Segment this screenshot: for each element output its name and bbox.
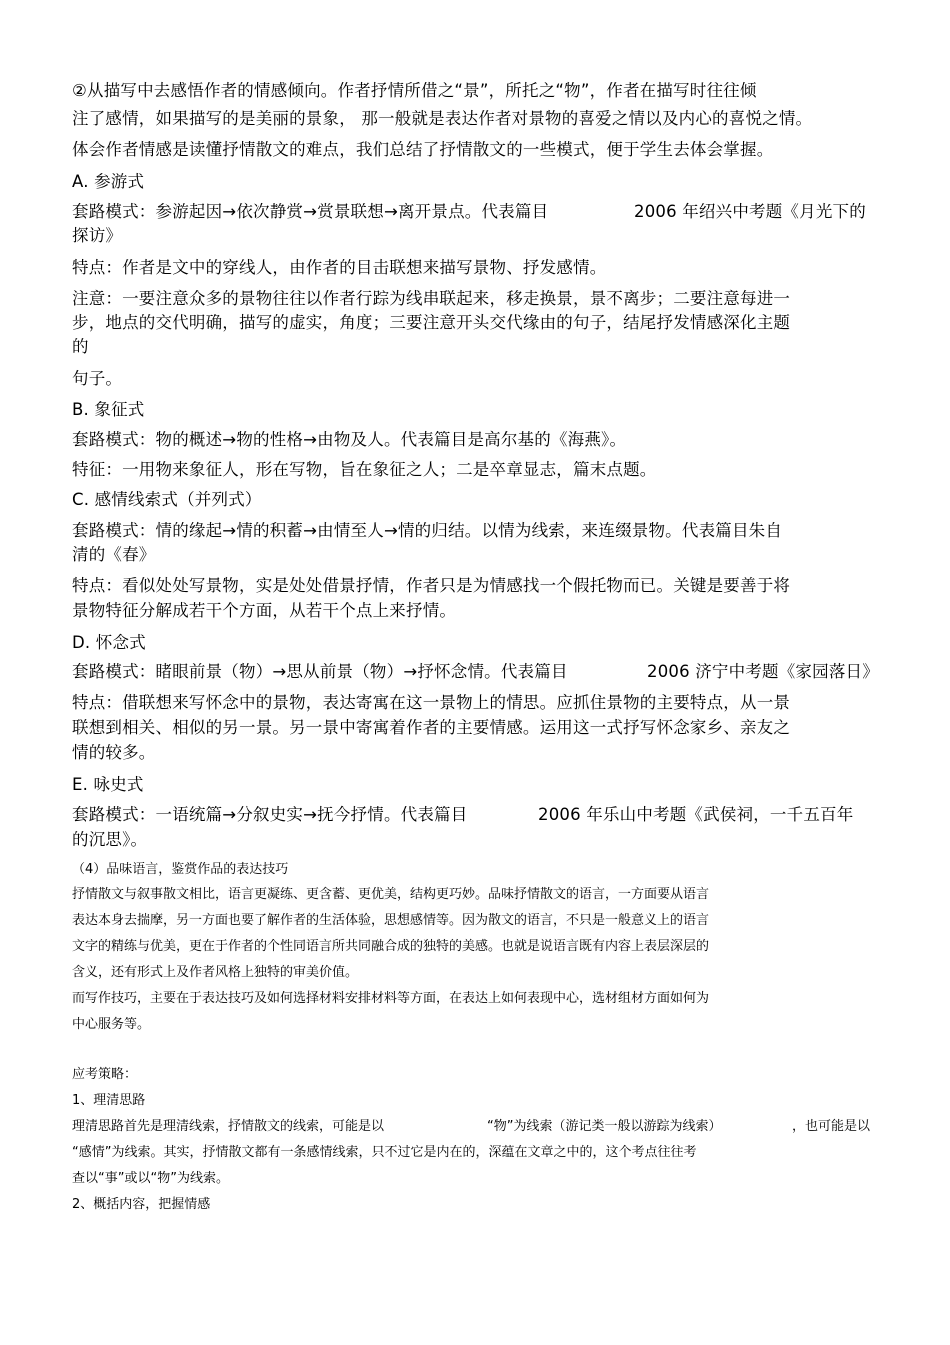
paragraph-line-right: ，也可能是以	[792, 1119, 871, 1134]
pattern-line: 套路模式：睹眼前景（物）→思从前景（物）→抒怀念情。代表篇目	[72, 662, 568, 681]
pattern-line: 探访》	[72, 226, 123, 245]
paragraph-line: ②从描写中去感悟作者的情感倾向。作者抒情所借之“景”，所托之“物”，作者在描写时往往倾	[72, 81, 757, 100]
feature-line: 联想到相关、相似的另一景。另一景中寄寓着作者的主要情感。运用这一式抒写怀念家乡、亲友之	[72, 718, 791, 737]
note-line: 步，地点的交代明确，描写的虚实，角度；三要注意开头交代缘由的句子，结尾抒发情感深化主题	[72, 313, 791, 332]
paragraph-line: 含义，还有形式上及作者风格上独特的审美价值。	[72, 965, 359, 980]
pattern-line-right: 2006 年绍兴中考题《月光下的	[634, 202, 866, 221]
paragraph-line: 查以“事”或以“物”为线索。	[72, 1171, 229, 1186]
section-heading-d: D. 怀念式	[72, 633, 146, 652]
paragraph-line: 中心服务等。	[72, 1017, 151, 1032]
pattern-line-right: 2006 济宁中考题《家园落日》	[647, 662, 879, 681]
paragraph-line-mid: “物”为线索（游记类一般以游踪为线索）	[487, 1119, 722, 1134]
paragraph-line: 表达本身去揣摩，另一方面也要了解作者的生活体验，思想感情等。因为散文的语言，不只是一般意义上的语言	[72, 913, 710, 928]
paragraph-line: 注了感情，如果描写的是美丽的景象， 那一般就是表达作者对景物的喜爱之情以及内心的喜悦之情。	[72, 109, 813, 128]
feature-line: 特征：一用物来象征人，形在写物，旨在象征之人；二是卒章显志，篇末点题。	[72, 460, 657, 479]
pattern-line-right: 2006 年乐山中考题《武侯祠，一千五百年	[538, 805, 854, 824]
paragraph-line: 理清思路首先是理清线索，抒情散文的线索，可能是以	[72, 1119, 385, 1134]
pattern-line: 套路模式：参游起因→依次静赏→赏景联想→离开景点。代表篇目	[72, 202, 549, 221]
pattern-line: 的沉思》。	[72, 830, 148, 849]
paragraph-line: 体会作者情感是读懂抒情散文的难点，我们总结了抒情散文的一些模式，便于学生去体会掌握。	[72, 140, 774, 159]
part4-heading: （4）品味语言，鉴赏作品的表达技巧	[72, 862, 289, 877]
pattern-line: 清的《春》	[72, 545, 156, 564]
note-line: 句子。	[72, 369, 123, 388]
paragraph-line: 文字的精练与优美，更在于作者的个性同语言所共同融合成的独特的美感。也就是说语言既有内容上表层深层的	[72, 939, 710, 954]
paragraph-line: “感情”为线索。其实，抒情散文都有一条感情线索，只不过它是内在的，深蕴在文章之中的，这个考点往往考	[72, 1145, 697, 1160]
feature-line: 特点：作者是文中的穿线人，由作者的目击联想来描写景物、抒发感情。	[72, 258, 607, 277]
feature-line: 情的较多。	[72, 743, 156, 762]
pattern-line: 套路模式：物的概述→物的性格→由物及人。代表篇目是高尔基的《海燕》。	[72, 430, 627, 449]
section-heading-a: A. 参游式	[72, 172, 145, 191]
paragraph-line: 而写作技巧，主要在于表达技巧及如何选择材料安排材料等方面，在表达上如何表现中心，选材组材方面如何为	[72, 991, 710, 1006]
strategy-item: 1、理清思路	[72, 1093, 146, 1108]
note-line: 的	[72, 337, 89, 356]
section-heading-e: E. 咏史式	[72, 775, 144, 794]
pattern-line: 套路模式：一语统篇→分叙史实→抚今抒情。代表篇目	[72, 805, 468, 824]
section-heading-b: B. 象征式	[72, 400, 145, 419]
feature-line: 特点：看似处处写景物，实是处处借景抒情，作者只是为情感找一个假托物而已。关键是要善于将	[72, 576, 791, 595]
feature-line: 特点：借联想来写怀念中的景物，表达寄寓在这一景物上的情思。应抓住景物的主要特点，从一景	[72, 693, 791, 712]
strategy-item: 2、概括内容，把握情感	[72, 1197, 211, 1212]
note-line: 注意：一要注意众多的景物往往以作者行踪为线串联起来，移走换景，景不离步；二要注意每进一	[72, 289, 791, 308]
paragraph-line: 抒情散文与叙事散文相比，语言更凝练、更含蓄、更优美，结构更巧妙。品味抒情散文的语言，一方面要从语言	[72, 887, 710, 902]
strategy-heading: 应考策略：	[72, 1067, 138, 1082]
pattern-line: 套路模式：情的缘起→情的积蓄→由情至人→情的归结。以情为线索，来连缀景物。代表篇目朱自	[72, 521, 783, 540]
feature-line: 景物特征分解成若干个方面，从若干个点上来抒情。	[72, 601, 457, 620]
section-heading-c: C. 感情线索式（并列式）	[72, 490, 262, 509]
